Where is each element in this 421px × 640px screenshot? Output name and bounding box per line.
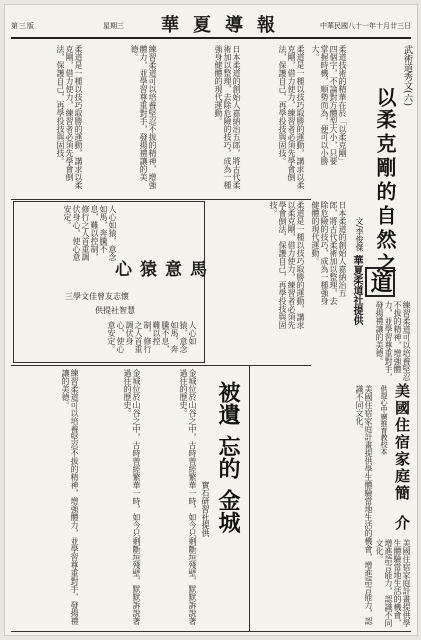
section-label: 第三版 <box>11 22 35 30</box>
main-title-part2: 柔克剛的自然之 <box>373 109 397 277</box>
monkey-article-title: 心猿意馬 <box>115 260 215 280</box>
article-body-text: 金城位於山谷之中，古時曾經繁華一時，如今只剩斷垣殘壁，默默訴說著過往的歷史。 <box>123 369 141 625</box>
article-body-text: 美國住宿家庭計畫提供學生體驗當地生活的機會，增進語言能力，認識不同文化。 <box>355 385 373 625</box>
article-body-text: 練習柔道可以培養堅忍不拔的精神，增強體力，並學習尊重對手，發揚禮讓的美德。 <box>130 45 157 189</box>
homestay-title-part1: 美國住宿家庭簡 <box>393 383 411 502</box>
main-title-part1: 以 <box>373 87 397 107</box>
article-body-text: 柔道技術的精華在於「以柔克剛」四個字，不論對方體型大小，只要掌握時機，順勢而為，便可以小勝大。 <box>311 45 347 165</box>
masthead <box>11 11 411 39</box>
city-title-part3: 金城 <box>215 489 241 533</box>
article-body-text: 柔道是一種以技巧取勝的運動，講求以柔克剛，借力使力，練習者必須先學會倒法，保護自己，再學投技與固技。 <box>269 201 305 329</box>
city-article-provider: 實石研習社提供 <box>201 481 210 537</box>
article-body-text: 人心如猿，意念如馬，奔騰不息，難以控制，修行之人首重調伏身心，使心意安定。 <box>107 321 197 353</box>
monkey-article-provider: 供提社智慧 <box>95 306 135 315</box>
article-body-text: 日本柔道的創始人嘉納治五郎，將古代柔術加以整理，去除危險的技巧，成為一種強身健體的現代運動。 <box>214 45 241 189</box>
homestay-subtitle: 供提心中廣推育教校本 <box>380 385 388 455</box>
article-author: 文/李俊傑 <box>355 217 364 252</box>
article-body-text: 金城位於山谷之中，古時曾經繁華一時，如今只剩斷垣殘壁，默默訴說著過往的歷史。 <box>179 369 197 625</box>
newspaper-page <box>4 4 418 636</box>
issue-date: 中華民國八十一年十月廿三日 <box>320 22 411 30</box>
article-body-text: 柔道是一種以技巧取勝的運動，講求以柔克剛，借力使力，練習者必須先學會倒法，保護自己，再學投技與固技。 <box>278 45 305 189</box>
article-body-text: 練習柔道可以培養堅忍不拔的精神，增強體力，並學習尊重對手，發揚禮讓的美德。 <box>375 301 411 381</box>
article-body-text: 日本柔道的創始人嘉納治五郎，將古代柔術加以整理，去除危險的技巧，成為一種強身健體的現代運動。 <box>311 201 347 305</box>
article-body-text: 柔道是一種以技巧取勝的運動，講求以柔克剛，借力使力，練習者必須先學會倒法，保護自己，再學投技與固技。 <box>56 45 83 189</box>
weekday-label: 星期三 <box>103 22 124 30</box>
article-body-text: 練習柔道可以培養堅忍不拔的精神，增強體力，並學習尊重對手，發揚禮讓的美德。 <box>61 369 79 625</box>
homestay-title-part2: 介 <box>393 515 411 530</box>
article-body-text: 美國住宿家庭計畫提供學生體驗當地生活的機會，增進語言能力，認識不同文化。 <box>375 539 411 627</box>
main-title-part3: 道 <box>365 267 395 297</box>
monkey-article-byline: 三學文佳曾友志懷 <box>65 292 129 301</box>
article-subtitle: 華夏柔道社提供 <box>351 255 362 325</box>
article-body-text: 人心如猿，意念如馬，奔騰不息，難以控制，修行之人首重調伏身心，使心意安定。 <box>63 205 117 261</box>
newspaper-title: 華夏導報 <box>161 15 289 36</box>
city-title-part2: 忘的 <box>215 435 241 479</box>
city-title-part1: 被遺 <box>215 381 241 425</box>
series-label: 武術道秀文(六) <box>402 45 412 107</box>
